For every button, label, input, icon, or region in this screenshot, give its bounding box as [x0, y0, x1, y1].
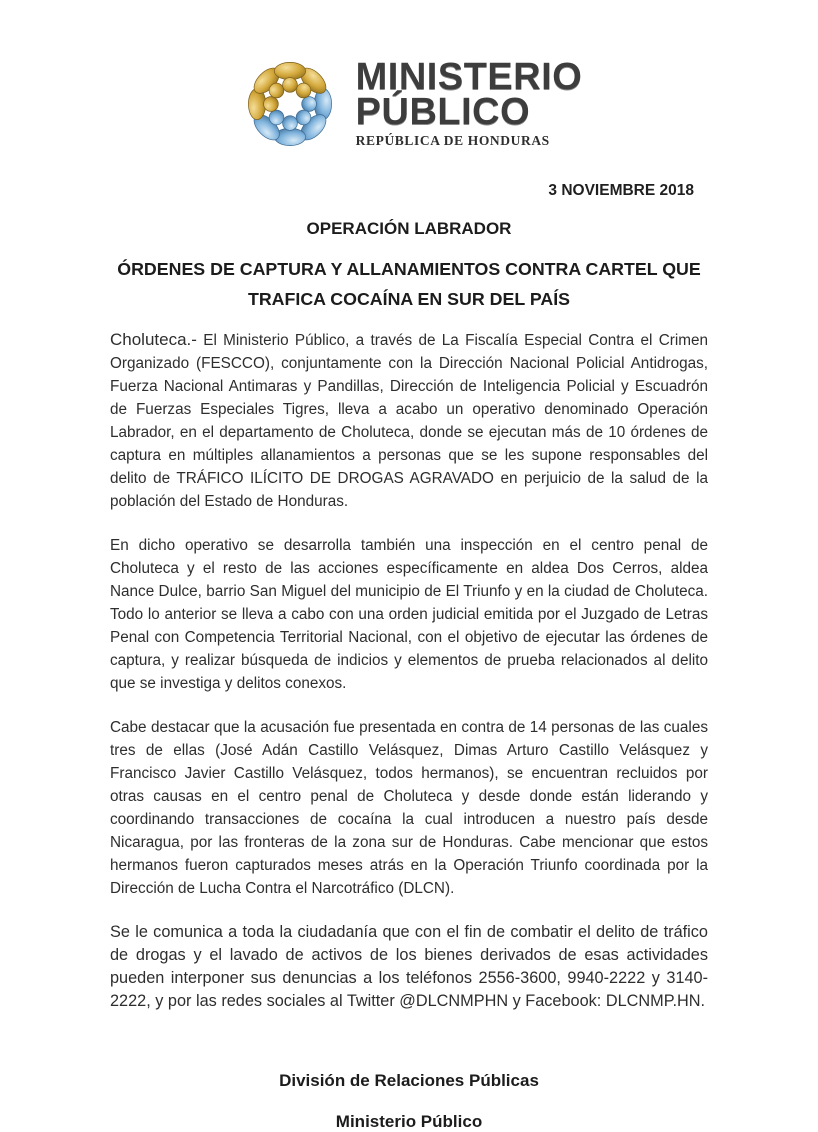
document-body [0, 182, 818, 1132]
press-release-paragraph-1 [110, 328, 708, 513]
document-date: 3 NOVIEMBRE 2018 [548, 182, 694, 199]
logo-title-line2: PÚBLICO [355, 90, 531, 133]
ministerio-publico-logo [0, 0, 818, 156]
logo-title-line1: MINISTERIO [355, 55, 583, 98]
press-release-paragraph-3: Cabe destacar que la acusación fue presentada en contra de 14 personas de las cuales tres de ellas (José Adán Castillo Velásquez, Dimas Arturo Castillo Velásquez y Francisco Javier Castillo Velásquez, todos hermanos), se encuentran recluidos por otras causas en el centro penal de Choluteca y desde donde están liderando y coordinando transacciones de cocaína la cual introducen a nuestro país desde Nicaragua, por las fronteras de la zona sur de Honduras. Cabe mencionar que estos hermanos fueron capturados meses atrás en la Operación Triunfo coordinada por la Dirección de Lucha Contra el Narcotráfico (DLCN). [110, 719, 708, 897]
logo-subtitle: REPÚBLICA DE HONDURAS [355, 132, 550, 148]
paragraph-1-text: El Ministerio Público, a través de La Fiscalía Especial Contra el Crimen Organizado (FESCCO), conjuntamente con la Dirección Nacional Policial Antidrogas, Fuerza Nacional Antimaras y Pandillas, Dirección de Inteligencia Policial y Escuadrón de Fuerzas Especiales Tigres, lleva a acabo un operativo denominado Operación Labrador, en el departamento de Choluteca, donde se ejecutan más de 10 órdenes de captura en múltiples allanamientos a personas que se les supone responsables del delito de TRÁFICO ILÍCITO DE DROGAS AGRAVADO en perjuicio de la salud de la población del Estado de Honduras. [110, 332, 708, 510]
headline: OPERACIÓN LABRADOR [306, 219, 512, 238]
logo-wordmark [355, 55, 583, 149]
signature-block [110, 1071, 708, 1132]
people-ring-emblem-icon [236, 52, 344, 156]
press-release-paragraph-4: Se le comunica a toda la ciudadanía que con el fin de combatir el delito de tráfico de drogas y el lavado de activos de los bienes derivados de esas actividades pueden interponer sus denuncias a los teléfonos 2556-3600, 9940-2222 y 3140-2222, y por las redes sociales al Twitter @DLCNMPHN y Facebook: DLCNMP.HN. [110, 923, 708, 1010]
signature-institution: Ministerio Público [335, 1112, 483, 1131]
press-release-paragraph-2: En dicho operativo se desarrolla también una inspección en el centro penal de Choluteca y el resto de las acciones específicamente en aldea Dos Cerros, aldea Nance Dulce, barrio San Miguel del municipio de El Triunfo y en la ciudad de Choluteca. Todo lo anterior se lleva a cabo con una orden judicial emitida por el Juzgado de Letras Penal con Competencia Territorial Nacional, con el objetivo de ejecutar las órdenes de captura, y realizar búsqueda de indicios y elementos de prueba relacionados al delito que se investiga y delitos conexos. [110, 537, 708, 692]
dateline-lead: Choluteca.- [110, 330, 197, 349]
subheadline: ÓRDENES DE CAPTURA Y ALLANAMIENTOS CONTRA CARTEL QUE TRAFICA COCAÍNA EN SUR DEL PAÍS [117, 259, 701, 309]
signature-division: División de Relaciones Públicas [279, 1071, 539, 1090]
